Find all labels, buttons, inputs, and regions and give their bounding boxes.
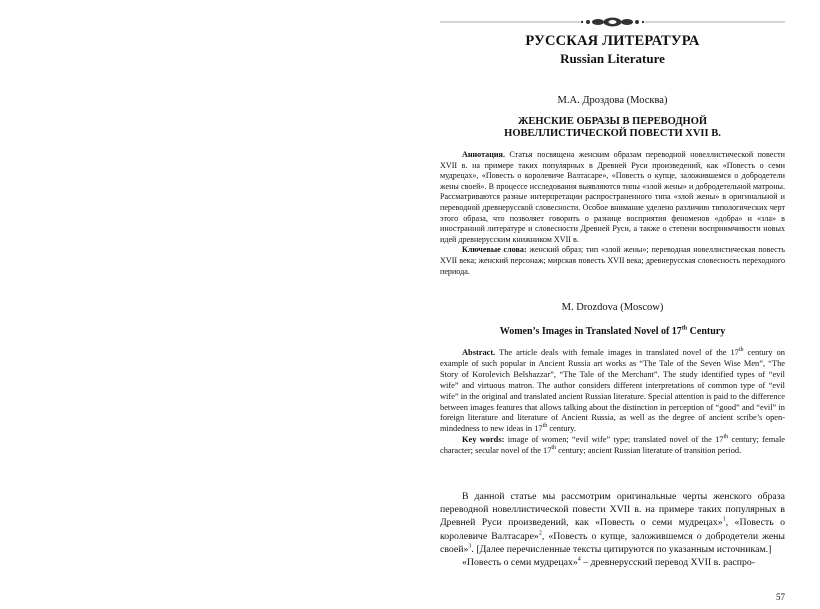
footnote-ref-3: 3 bbox=[468, 543, 472, 550]
footnote-ref-2: 2 bbox=[538, 530, 542, 537]
title-en-text: Women’s Images in Translated Novel of 17 bbox=[499, 326, 682, 337]
journal-page bbox=[440, 0, 785, 609]
author-en: M. Drozdova (Moscow) bbox=[561, 302, 664, 313]
page-number: 57 bbox=[776, 592, 785, 602]
body-p1-text-b: , «Повесть о королевиче Валтасаре» bbox=[440, 517, 785, 542]
keywords-ru-text: женский образ; тип «злой жены»; переводная новеллистическая повесть XVII века; женский персонаж; мирская повесть XVII века; древнерусская словесность переходного периода. bbox=[440, 245, 785, 276]
header-ornament bbox=[440, 14, 785, 30]
keywords-en-sup-1: th bbox=[723, 434, 729, 441]
abstract-ru-text: Статья посвящена женским образам переводной новеллистической повести XVII в. на примере таких популярных в Древней Руси произведений, как «Повесть о семи мудрецах», «Повесть о королевиче Валтасаре», «Повесть о купце, заложившемся о добродетели жены своей». В процессе исследования выявляются типы «злой жены» и добродетельной матроны. Рассматриваются разные интерпретации распространенного типа «злой жены» в оригинальной и переводной древнерусской словесности. Особое внимание уделено различию типологических черт этого образа, что позволяет говорить о разнице восприятия феноменов «добра» и «зла» в иностранной литературе и словесности Древней Руси, а также о степени восприимчивости новых идей древнерусским книжником XVII в. bbox=[440, 150, 785, 244]
keywords-en-text-c: century; ancient Russian literature of transition period. bbox=[556, 446, 742, 456]
section-subtitle: Russian Literature bbox=[560, 51, 665, 66]
author-ru: М.А. Дроздова (Москва) bbox=[557, 95, 668, 106]
keywords-en-label: Key words: bbox=[462, 435, 505, 445]
keywords-ru-paragraph bbox=[440, 245, 785, 277]
article-title-en bbox=[440, 326, 785, 337]
footnote-ref-4: 4 bbox=[577, 556, 581, 563]
title-en-sup: th bbox=[681, 325, 688, 332]
keywords-en-paragraph bbox=[440, 435, 785, 457]
keywords-en-text-a: image of women; “evil wife” type; translated novel of the 17 bbox=[504, 435, 724, 445]
abstract-en-label: Abstract. bbox=[462, 348, 496, 357]
abstract-en-paragraph bbox=[440, 348, 785, 435]
title-en-suffix: Century bbox=[687, 326, 726, 337]
abstract-en-text-b: century on example of such popular in Ancient Russia art works as “The Tale of the Seven Wise Men”, “The Story of Korolevich Belshazzar”, “The Tale of the Merchant”. The study identified types of “evil wife” and virtuous matron. The author considers different interpretations of common type of “evil wife” in the original and translated ancient Russian literature. Special attention is paid to the difference between images features that allows talking about the distinction in perception of “good” and “evil” in foreign literature and literature of Ancient Russia, as well as the degree of ancient scribe’s open-mindedness to new ideas in 17 bbox=[440, 348, 785, 434]
abstract-en-text-c: century. bbox=[547, 424, 577, 434]
body-paragraph-1 bbox=[440, 490, 785, 556]
footnote-ref-1: 1 bbox=[722, 517, 726, 524]
body-p1-text-c: , «Повесть о купце, заложившемся о добродетели жены своей» bbox=[440, 530, 786, 555]
body-p2-text-b: – древнерусский перевод XVII в. распро- bbox=[580, 557, 756, 569]
abstract-ru-paragraph bbox=[440, 150, 785, 245]
abstract-en-sup-1: th bbox=[738, 347, 744, 354]
keywords-en-sup-2: th bbox=[551, 445, 557, 452]
abstract-en bbox=[440, 348, 785, 457]
section-title: РУССКАЯ ЛИТЕРАТУРА bbox=[525, 33, 700, 49]
keywords-ru-label: Ключевые слова: bbox=[462, 245, 527, 255]
article-title-line-2: НОВЕЛЛИСТИЧЕСКОЙ ПОВЕСТИ XVII В. bbox=[504, 128, 721, 139]
article-title-ru bbox=[440, 116, 785, 140]
body-p1-text-d: . [Далее перечисленные тексты цитируются по указанным источникам.] bbox=[471, 543, 772, 555]
abstract-en-text-a: The article deals with female images in translated novel of the 17 bbox=[495, 348, 739, 357]
article-title-line-1: ЖЕНСКИЕ ОБРАЗЫ В ПЕРЕВОДНОЙ bbox=[517, 116, 708, 127]
article-body bbox=[440, 490, 785, 569]
body-p1-text-a: В данной статье мы рассмотрим оригинальные черты женского образа переводной новеллистической повести XVII в. на примере таких популярных в Древней Руси произведений, как «Повесть о семи мудрецах» bbox=[440, 491, 785, 529]
body-p2-text-a: «Повесть о семи мудрецах» bbox=[462, 557, 578, 569]
abstract-en-sup-2: th bbox=[542, 423, 548, 430]
keywords-en-text-b: century; female character; secular novel of the 17 bbox=[440, 435, 785, 456]
abstract-ru bbox=[440, 150, 785, 277]
body-paragraph-2 bbox=[440, 556, 785, 569]
abstract-ru-label: Аннотация. bbox=[462, 150, 505, 159]
